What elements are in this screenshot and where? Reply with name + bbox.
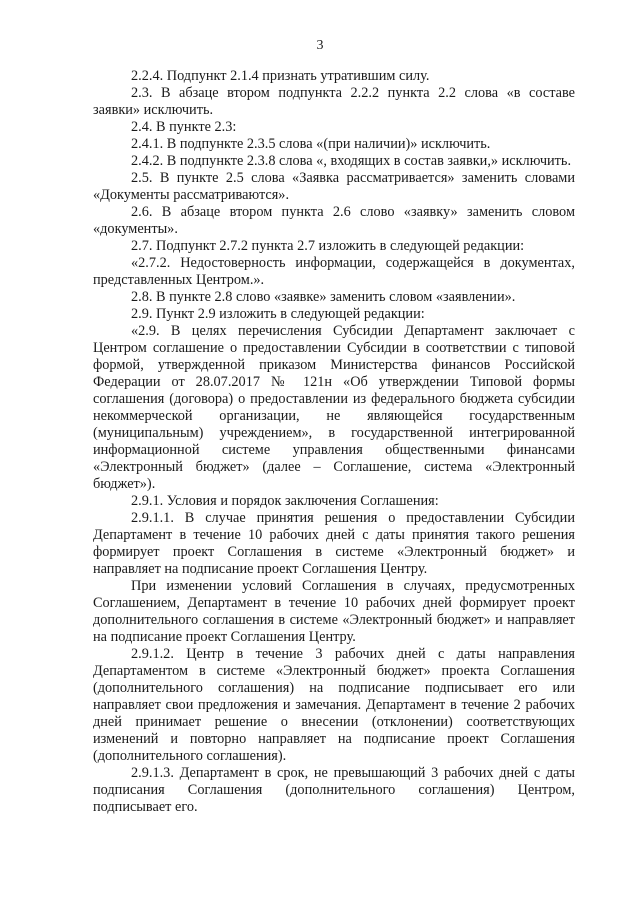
paragraph-2-9-1: 2.9.1. Условия и порядок заключения Соглашения:	[131, 493, 439, 509]
paragraph-2-2-4: 2.2.4. Подпункт 2.1.4 признать утратившим силу.	[131, 68, 430, 84]
paragraph-2-6: 2.6. В абзаце втором пункта 2.6 слово «заявку» заменить словом «документы».	[93, 204, 575, 237]
paragraph-2-7-2: «2.7.2. Недостоверность информации, содержащейся в документах, представленных Центром.».	[93, 255, 575, 288]
paragraph-2-4-1: 2.4.1. В подпункте 2.3.5 слова «(при наличии)» исключить.	[131, 136, 491, 152]
paragraph-2-9-1-1: 2.9.1.1. В случае принятия решения о предоставлении Субсидии Департамент в течение 10 рабочих дней с даты принятия такого решения формирует проект Соглашения в системе «Электронный бюджет» и направляет на подписание проект Соглашения Центру.	[93, 510, 575, 577]
document-body	[93, 68, 575, 816]
paragraph-2-3: 2.3. В абзаце втором подпункта 2.2.2 пункта 2.2 слова «в составе заявки» исключить.	[93, 85, 575, 118]
page-number: 3	[316, 38, 324, 53]
paragraph-2-4-2: 2.4.2. В подпункте 2.3.8 слова «, входящих в состав заявки,» исключить.	[131, 153, 572, 169]
paragraph-2-9: 2.9. Пункт 2.9 изложить в следующей редакции:	[131, 306, 425, 322]
paragraph-2-7: 2.7. Подпункт 2.7.2 пункта 2.7 изложить в следующей редакции:	[131, 238, 525, 254]
paragraph-2-9-1-2: 2.9.1.2. Центр в течение 3 рабочих дней с даты направления Департаментом в системе «Электронный бюджет» проекта Соглашения (дополнительного соглашения) на подписание подписывает его или направляет свои предложения и замечания. Департамент в течение 2 рабочих дней принимает решение о внесении (отклонении) соответствующих изменений и повторно направляет на подписание проект Соглашения (дополнительного соглашения).	[93, 646, 575, 764]
paragraph-2-9-quote: «2.9. В целях перечисления Субсидии Департамент заключает с Центром соглашение о предоставлении Субсидии в соответствии с типовой формой, утвержденной приказом Министерства финансов Российской Федерации от 28.07.2017 № 121н «Об утверждении Типовой формы соглашения (договора) о предоставлении из федерального бюджета субсидии некоммерческой организации, не являющейся государственным (муниципальным) учреждением», в государственной интегрированной информационной системе управления общественными финансами «Электронный бюджет» (далее – Соглашение, система «Электронный бюджет»).	[93, 323, 575, 492]
paragraph-2-4: 2.4. В пункте 2.3:	[131, 119, 237, 135]
paragraph-2-8: 2.8. В пункте 2.8 слово «заявке» заменить словом «заявлении».	[131, 289, 516, 305]
paragraph-2-9-1-3: 2.9.1.3. Департамент в срок, не превышающий 3 рабочих дней с даты подписания Соглашения (дополнительного соглашения) Центром, подписывает его.	[93, 765, 575, 815]
paragraph-2-9-1-1-amendment: При изменении условий Соглашения в случаях, предусмотренных Соглашением, Департамент в течение 10 рабочих дней формирует проект дополнительного соглашения в системе «Электронный бюджет» и направляет на подписание проект Соглашения Центру.	[93, 578, 575, 645]
paragraph-2-5: 2.5. В пункте 2.5 слова «Заявка рассматривается» заменить словами «Документы рассматриваются».	[93, 170, 575, 203]
